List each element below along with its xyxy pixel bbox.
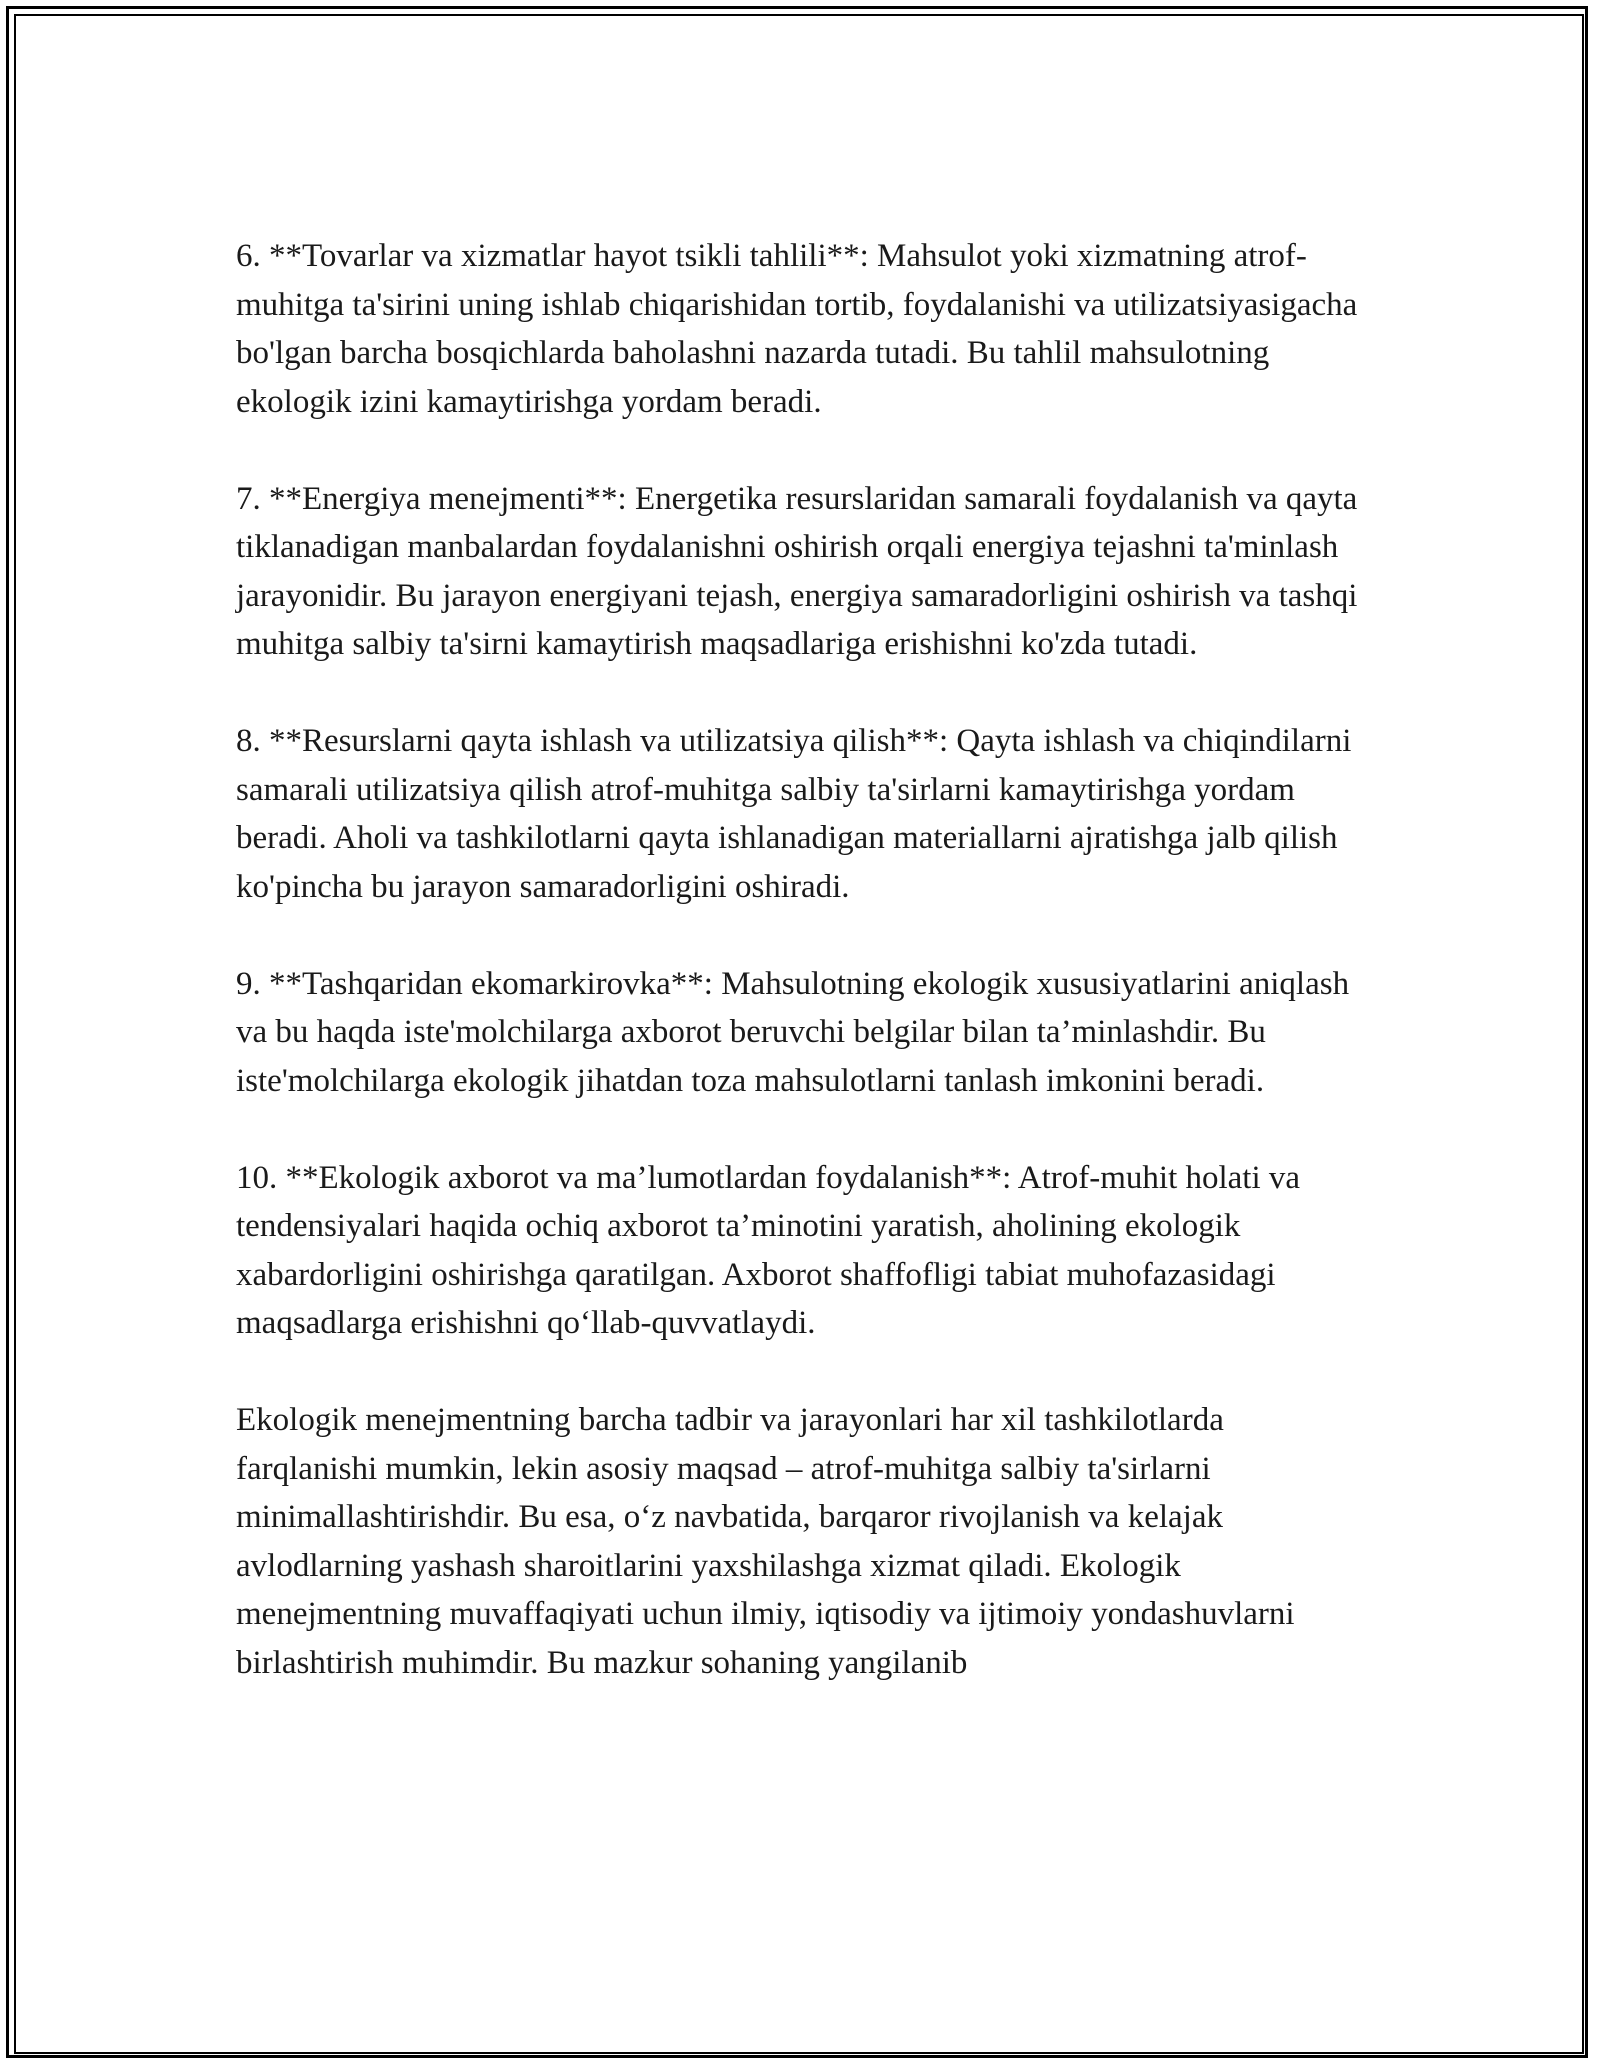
paragraph-item-8: 8. **Resurslarni qayta ishlash va utilizatsiya qilish**: Qayta ishlash va chiqindilarni samarali utilizatsiya qilish atrof-muhitga salbiy ta'sirlarni kamaytirishga yordam beradi. Aholi va tashkilotlarni qayta ishlanadigan materiallarni ajratishga jalb qilish ko'pincha bu jarayon samaradorligini oshiradi. — [236, 723, 1352, 905]
paragraph-item-6: 6. **Tovarlar va xizmatlar hayot tsikli tahlili**: Mahsulot yoki xizmatning atrof-muhitga ta'sirini uning ishlab chiqarishidan tortib, foydalanishi va utilizatsiyasigacha bo'lgan barcha bosqichlarda baholashni nazarda tutadi. Bu tahlil mahsulotning ekologik izini kamaytirishga yordam beradi. — [236, 238, 1358, 420]
paragraph-conclusion: Ekologik menejmentning barcha tadbir va jarayonlari har xil tashkilotlarda farqlanishi mumkin, lekin asosiy maqsad – atrof-muhitga salbiy ta'sirlarni minimallashtirishdir. Bu esa, o‘z navbatida, barqaror rivojlanish va kelajak avlodlarning yashash sharoitlarini yaxshilashga xizmat qiladi. Ekologik menejmentning muvaffaqiyati uchun ilmiy, iqtisodiy va ijtimoiy yondashuvlarni birlashtirish muhimdir. Bu mazkur sohaning yangilanib — [236, 1402, 1295, 1681]
paragraph-item-10: 10. **Ekologik axborot va ma’lumotlardan foydalanish**: Atrof-muhit holati va tendensiyalari haqida ochiq axborot ta’minotini yaratish, aholining ekologik xabardorligini oshirishga qaratilgan. Axborot shaffofligi tabiat muhofazasidagi maqsadlarga erishishni qo‘llab-quvvatlaydi. — [236, 1159, 1301, 1341]
paragraph-item-7: 7. **Energiya menejmenti**: Energetika resurslaridan samarali foydalanish va qayta tiklanadigan manbalardan foydalanishni oshirish orqali energiya tejashni ta'minlash jarayonidir. Bu jarayon energiyani tejash, energiya samaradorligini oshirish va tashqi muhitga salbiy ta'sirni kamaytirish maqsadlariga erishishni ko'zda tutadi. — [236, 480, 1358, 662]
paragraph-item-9: 9. **Tashqaridan ekomarkirovka**: Mahsulotning ekologik xususiyatlarini aniqlash va bu haqda iste'molchilarga axborot beruvchi belgilar bilan ta’minlashdir. Bu iste'molchilarga ekologik jihatdan toza mahsulotlarni tanlash imkonini beradi. — [236, 965, 1350, 1099]
document-body — [236, 232, 1371, 1736]
